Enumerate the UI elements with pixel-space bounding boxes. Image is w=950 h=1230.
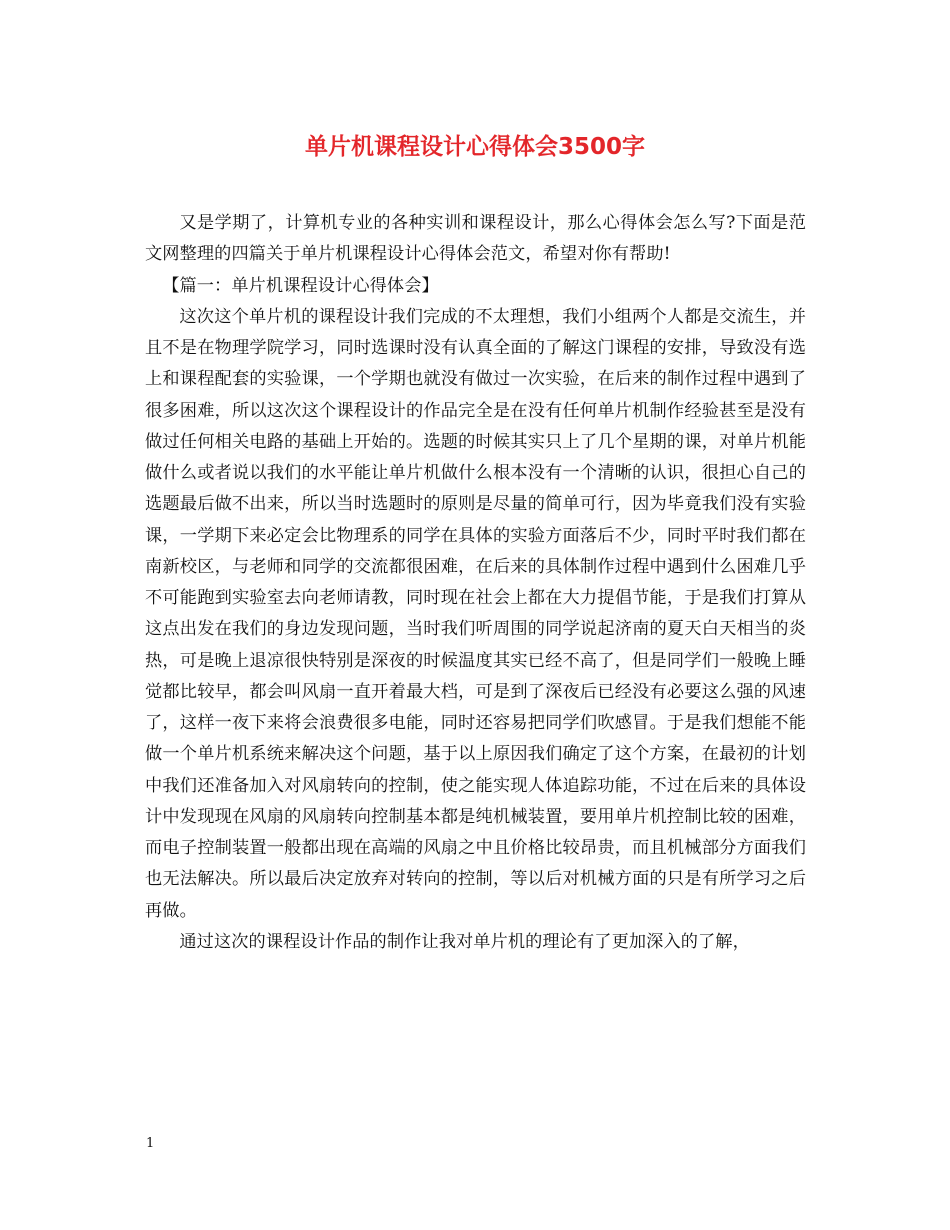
page-number: 1 [146,1136,155,1151]
section-heading: 【篇一：单片机课程设计心得体会】 [162,275,439,296]
body-paragraph: 这次这个单片机的课程设计我们完成的不太理想，我们小组两个人都是交流生，并且不是在物理学院学习，同时选课时没有认真全面的了解这门课程的安排，导致没有选上和课程配套的实验课，一个学期也就没有做过一次实验，在后来的制作过程中遇到了很多困难，所以这次这个课程设计的作品完全是在没有任何单片机制作经验甚至是没有做过任何相关电路的基础上开始的。选题的时候其实只上了几个星期的课，对单片机能做什么或者说以我们的水平能让单片机做什么根本没有一个清晰的认识，很担心自己的选题最后做不出来，所以当时选题时的原则是尽量的简单可行，因为毕竟我们没有实验课，一学期下来必定会比物理系的同学在具体的实验方面落后不少，同时平时我们都在南新校区，与老师和同学的交流都很困难，在后来的具体制作过程中遇到什么困难几乎不可能跑到实验室去向老师请教，同时现在社会上都在大力提倡节能，于是我们打算从这点出发在我们的身边发现问题，当时我们听周围的同学说起济南的夏天白天相当的炎热，可是晚上退凉很快特别是深夜的时候温度其实已经不高了，但是同学们一般晚上睡觉都比较早，都会叫风扇一直开着最大档，可是到了深夜后已经没有必要这么强的风速了，这样一夜下来将会浪费很多电能，同时还容易把同学们吹感冒。于是我们想能不能做一个单片机系统来解决这个问题，基于以上原因我们确定了这个方案，在最初的计划中我们还准备加入对风扇转向的控制，使之能实现人体追踪功能，不过在后来的具体设计中发现现在风扇的风扇转向控制基本都是纯机械装置，要用单片机控制比较的困难，而电子控制装置一般都出现在高端的风扇之中且价格比较昂贵，而且机械部分方面我们也无法解决。所以最后决定放弃对转向的控制，等以后对机械方面的只是有所学习之后再做。 [145,306,806,921]
body-paragraph: 通过这次的课程设计作品的制作让我对单片机的理论有了更加深入的了解， [179,931,750,952]
document-body [145,208,806,958]
page-title: 单片机课程设计心得体会3500字 [304,134,645,160]
intro-paragraph: 又是学期了，计算机专业的各种实训和课程设计，那么心得体会怎么写?下面是范文网整理的四篇关于单片机课程设计心得体会范文，希望对你有帮助! [145,213,806,265]
